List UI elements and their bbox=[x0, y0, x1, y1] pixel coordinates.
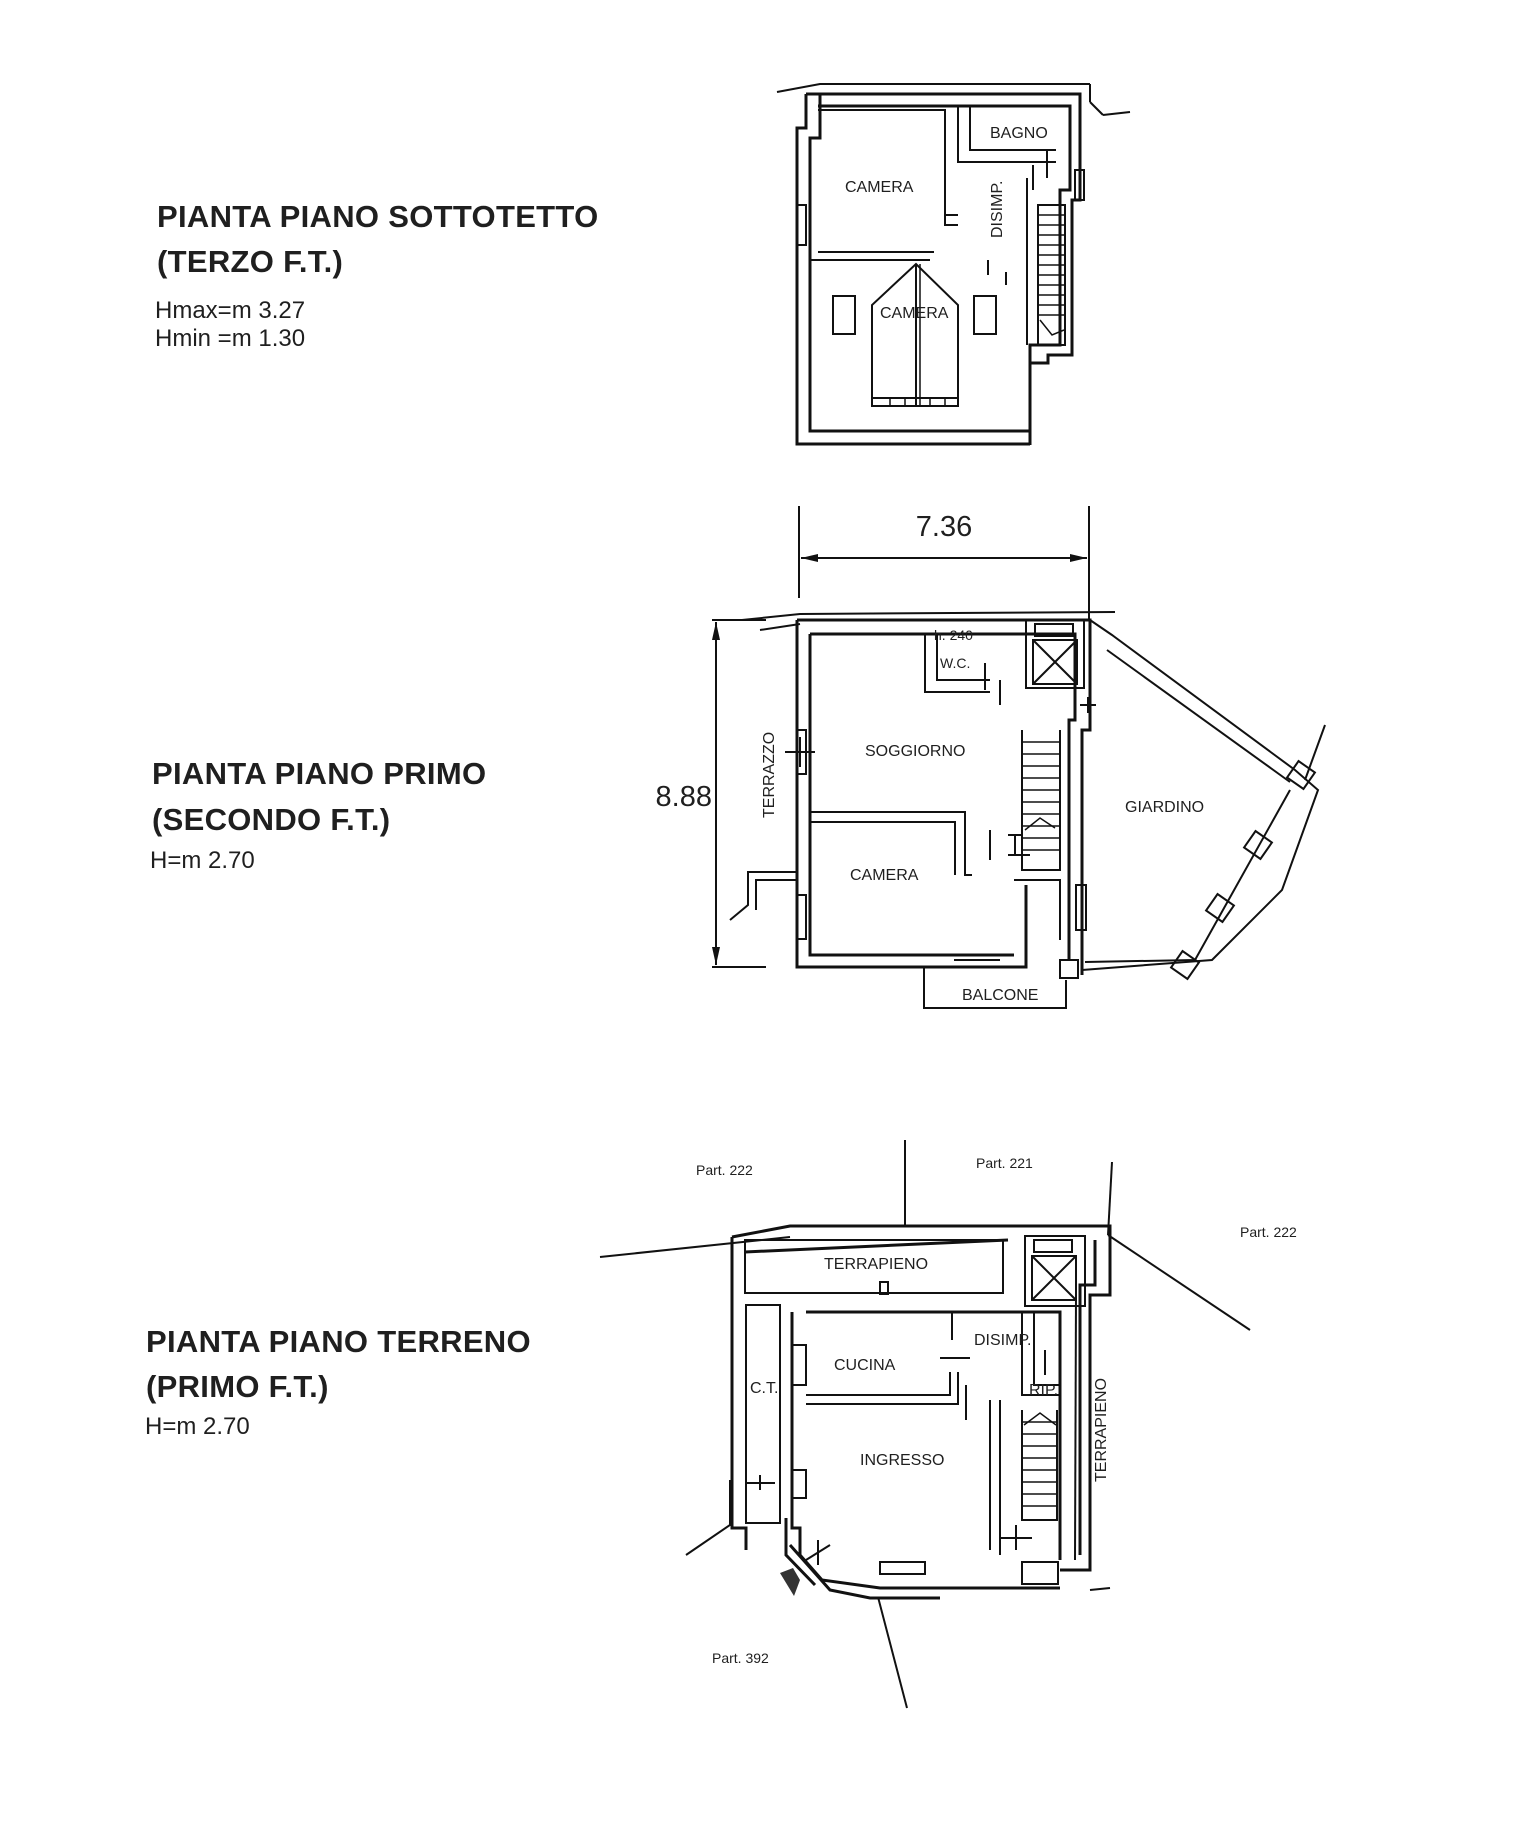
dimension-depth: 8.88 bbox=[655, 781, 712, 813]
parcel-label-392: Part. 392 bbox=[712, 1650, 769, 1666]
room-label-terrapieno-top: TERRAPIENO bbox=[824, 1256, 929, 1273]
title-block-sottotetto bbox=[155, 199, 599, 352]
room-label-terrapieno-side: TERRAPIENO bbox=[1093, 1377, 1110, 1482]
room-label-camera-sottotetto-1: CAMERA bbox=[845, 179, 914, 196]
room-label-ct: C.T. bbox=[750, 1380, 779, 1397]
room-label-cucina: CUCINA bbox=[834, 1357, 896, 1374]
parcel-label-222-right: Part. 222 bbox=[1240, 1224, 1297, 1240]
room-label-rip: RIP. bbox=[1029, 1382, 1059, 1399]
parcel-label-221: Part. 221 bbox=[976, 1155, 1033, 1171]
dimension-width: 7.36 bbox=[915, 511, 973, 543]
room-label-wc: W.C. bbox=[940, 655, 971, 671]
room-label-camera-primo: CAMERA bbox=[850, 867, 919, 884]
parcel-label-222-left: Part. 222 bbox=[696, 1162, 753, 1178]
height-terreno: H=m 2.70 bbox=[145, 1413, 250, 1440]
height-min-sottotetto: Hmin =m 1.30 bbox=[155, 325, 306, 352]
room-label-giardino: GIARDINO bbox=[1125, 799, 1205, 816]
floor-title-terreno: PIANTA PIANO TERRENO bbox=[146, 1324, 531, 1359]
plan-sottotetto bbox=[777, 84, 1130, 445]
title-block-terreno bbox=[145, 1324, 531, 1440]
room-label-disimp-sottotetto: DISIMP. bbox=[989, 180, 1006, 238]
plan-primo bbox=[656, 506, 1325, 1008]
wc-height-label: h. 240 bbox=[934, 627, 973, 643]
plan-terreno bbox=[600, 1140, 1297, 1708]
room-label-terrazzo: TERRAZZO bbox=[761, 731, 778, 818]
room-label-camera-sottotetto-2: CAMERA bbox=[880, 305, 949, 322]
room-label-ingresso: INGRESSO bbox=[860, 1452, 945, 1469]
north-arrow-icon bbox=[780, 1568, 800, 1596]
floor-subtitle-terreno: (PRIMO F.T.) bbox=[146, 1369, 329, 1404]
height-max-sottotetto: Hmax=m 3.27 bbox=[155, 297, 306, 324]
room-label-bagno: BAGNO bbox=[990, 125, 1048, 142]
height-primo: H=m 2.70 bbox=[150, 847, 255, 874]
floor-subtitle-sottotetto: (TERZO F.T.) bbox=[157, 244, 344, 279]
floor-title-primo: PIANTA PIANO PRIMO bbox=[152, 756, 487, 791]
title-block-primo bbox=[150, 756, 486, 874]
room-label-soggiorno: SOGGIORNO bbox=[865, 743, 966, 760]
room-label-disimp-terreno: DISIMP. bbox=[974, 1332, 1032, 1349]
floor-title-sottotetto: PIANTA PIANO SOTTOTETTO bbox=[157, 199, 599, 234]
room-label-balcone: BALCONE bbox=[962, 987, 1039, 1004]
floor-subtitle-primo: (SECONDO F.T.) bbox=[152, 802, 391, 837]
